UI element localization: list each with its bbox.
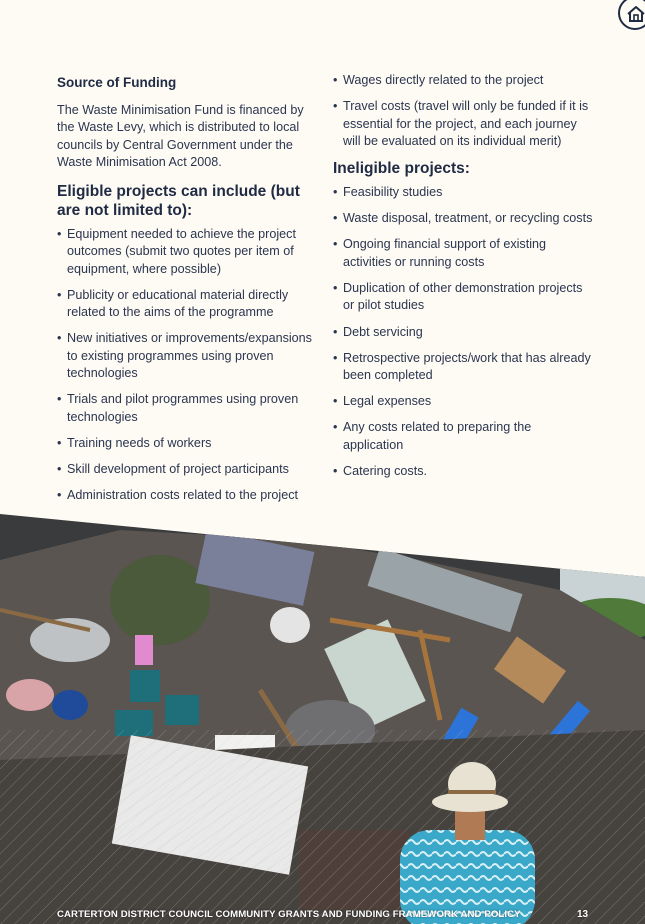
eligible-projects-heading: Eligible projects can include (but are not limited to): xyxy=(57,182,300,219)
list-item: • Administration costs related to the project xyxy=(57,487,315,505)
list-item: • Ongoing financial support of existing activities or running costs xyxy=(333,236,595,271)
ineligible-projects-heading: Ineligible projects: xyxy=(333,160,470,178)
list-item: • Any costs related to preparing the application xyxy=(333,419,595,454)
list-item: • Skill development of project participants xyxy=(57,461,315,479)
eligible-projects-list-continued xyxy=(333,72,595,151)
list-item: • Publicity or educational material directly related to the aims of the programme xyxy=(57,287,315,322)
list-item: • Equipment needed to achieve the project outcomes (submit two quotes per item of equipment, where possible) xyxy=(57,226,315,279)
home-button[interactable] xyxy=(618,0,645,30)
list-item: • Retrospective projects/work that has already been completed xyxy=(333,350,595,385)
list-item: • Travel costs (travel will only be funded if it is essential for the project, and each journey will be evaluated on its individual merit) xyxy=(333,98,595,151)
list-item: • Legal expenses xyxy=(333,393,595,411)
list-item: • Feasibility studies xyxy=(333,184,595,202)
home-icon xyxy=(626,5,645,23)
list-item: • Trials and pilot programmes using proven technologies xyxy=(57,391,315,426)
landfill-photo xyxy=(0,500,645,924)
list-item: • Wages directly related to the project xyxy=(333,72,595,90)
page-number: 13 xyxy=(577,909,589,920)
list-item: • Debt servicing xyxy=(333,324,595,342)
footer-title: CARTERTON DISTRICT COUNCIL COMMUNITY GRANTS AND FUNDING FRAMEWORK AND POLICY xyxy=(57,909,521,920)
list-item: • Duplication of other demonstration projects or pilot studies xyxy=(333,280,595,315)
eligible-projects-list xyxy=(57,226,315,505)
source-of-funding-paragraph: The Waste Minimisation Fund is financed by the Waste Levy, which is distributed to local councils by Central Government under the Waste Minimisation Act 2008. xyxy=(57,102,304,169)
list-item: • Waste disposal, treatment, or recycling costs xyxy=(333,210,595,228)
list-item: • Training needs of workers xyxy=(57,435,315,453)
left-column xyxy=(57,72,315,513)
list-item: • New initiatives or improvements/expansions to existing programmes using proven technologies xyxy=(57,330,315,383)
source-of-funding-heading: Source of Funding xyxy=(57,75,177,90)
ineligible-projects-list xyxy=(333,184,595,480)
right-column xyxy=(333,72,595,489)
list-item: • Catering costs. xyxy=(333,463,595,481)
